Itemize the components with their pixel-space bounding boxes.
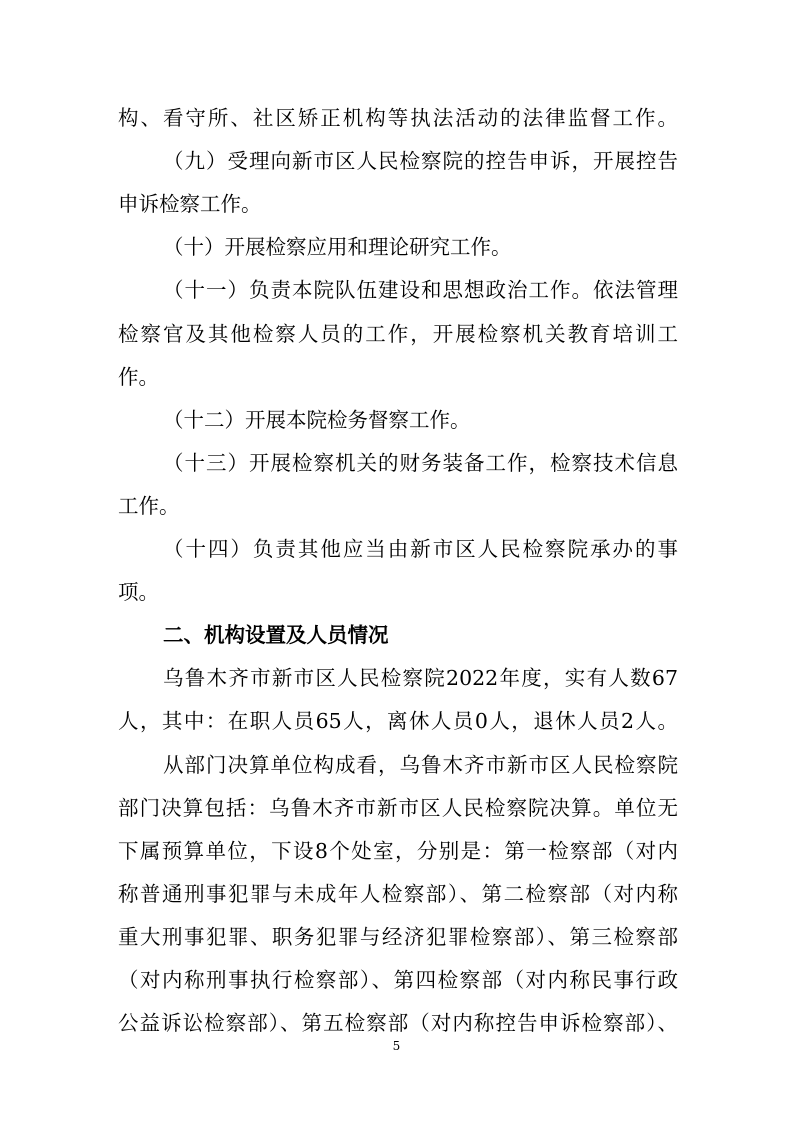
text-line: 部门决算包括：乌鲁木齐市新市区人民检察院决算。单位无 (118, 795, 678, 820)
text-line: 公益诉讼检察部）、第五检察部（对内称控告申诉检察部）、 (118, 1011, 678, 1036)
page-number: 5 (392, 1039, 401, 1053)
text-line: （十一）负责本院队伍建设和思想政治工作。依法管理 (163, 278, 678, 303)
text-line: （十）开展检察应用和理论研究工作。 (163, 235, 512, 260)
text-line: 申诉检察工作。 (118, 192, 262, 217)
text-line: （十四）负责其他应当由新市区人民检察院承办的事 (163, 537, 678, 561)
text-line: （九）受理向新市区人民检察院的控告申诉，开展控告 (163, 149, 678, 174)
text-line: 重大刑事犯罪、职务犯罪与经济犯罪检察部）、第三检察部 (118, 924, 678, 949)
text-line: 下属预算单位，下设8个处室，分别是：第一检察部（对内 (118, 838, 678, 863)
text-line: 检察官及其他检察人员的工作，开展检察机关教育培训工 (118, 321, 678, 346)
text-line: （十三）开展检察机关的财务装备工作，检察技术信息 (163, 450, 678, 475)
text-line: 项。 (118, 580, 159, 605)
text-line: 从部门决算单位构成看，乌鲁木齐市新市区人民检察院 (163, 752, 678, 777)
text-line: （十二）开展本院检务督察工作。 (163, 407, 471, 432)
section-heading: 二、机构设置及人员情况 (163, 623, 389, 648)
text-line: 人，其中：在职人员65人，离休人员0人，退休人员2人。 (118, 709, 678, 734)
text-line: 作。 (118, 364, 159, 389)
text-line: （对内称刑事执行检察部）、第四检察部（对内称民事行政 (118, 968, 678, 992)
text-line: 乌鲁木齐市新市区人民检察院2022年度，实有人数67 (163, 666, 678, 691)
text-line: 称普通刑事犯罪与未成年人检察部）、第二检察部（对内称 (118, 881, 678, 906)
text-line: 工作。 (118, 493, 180, 518)
text-line: 构、看守所、社区矫正机构等执法活动的法律监督工作。 (118, 106, 678, 130)
